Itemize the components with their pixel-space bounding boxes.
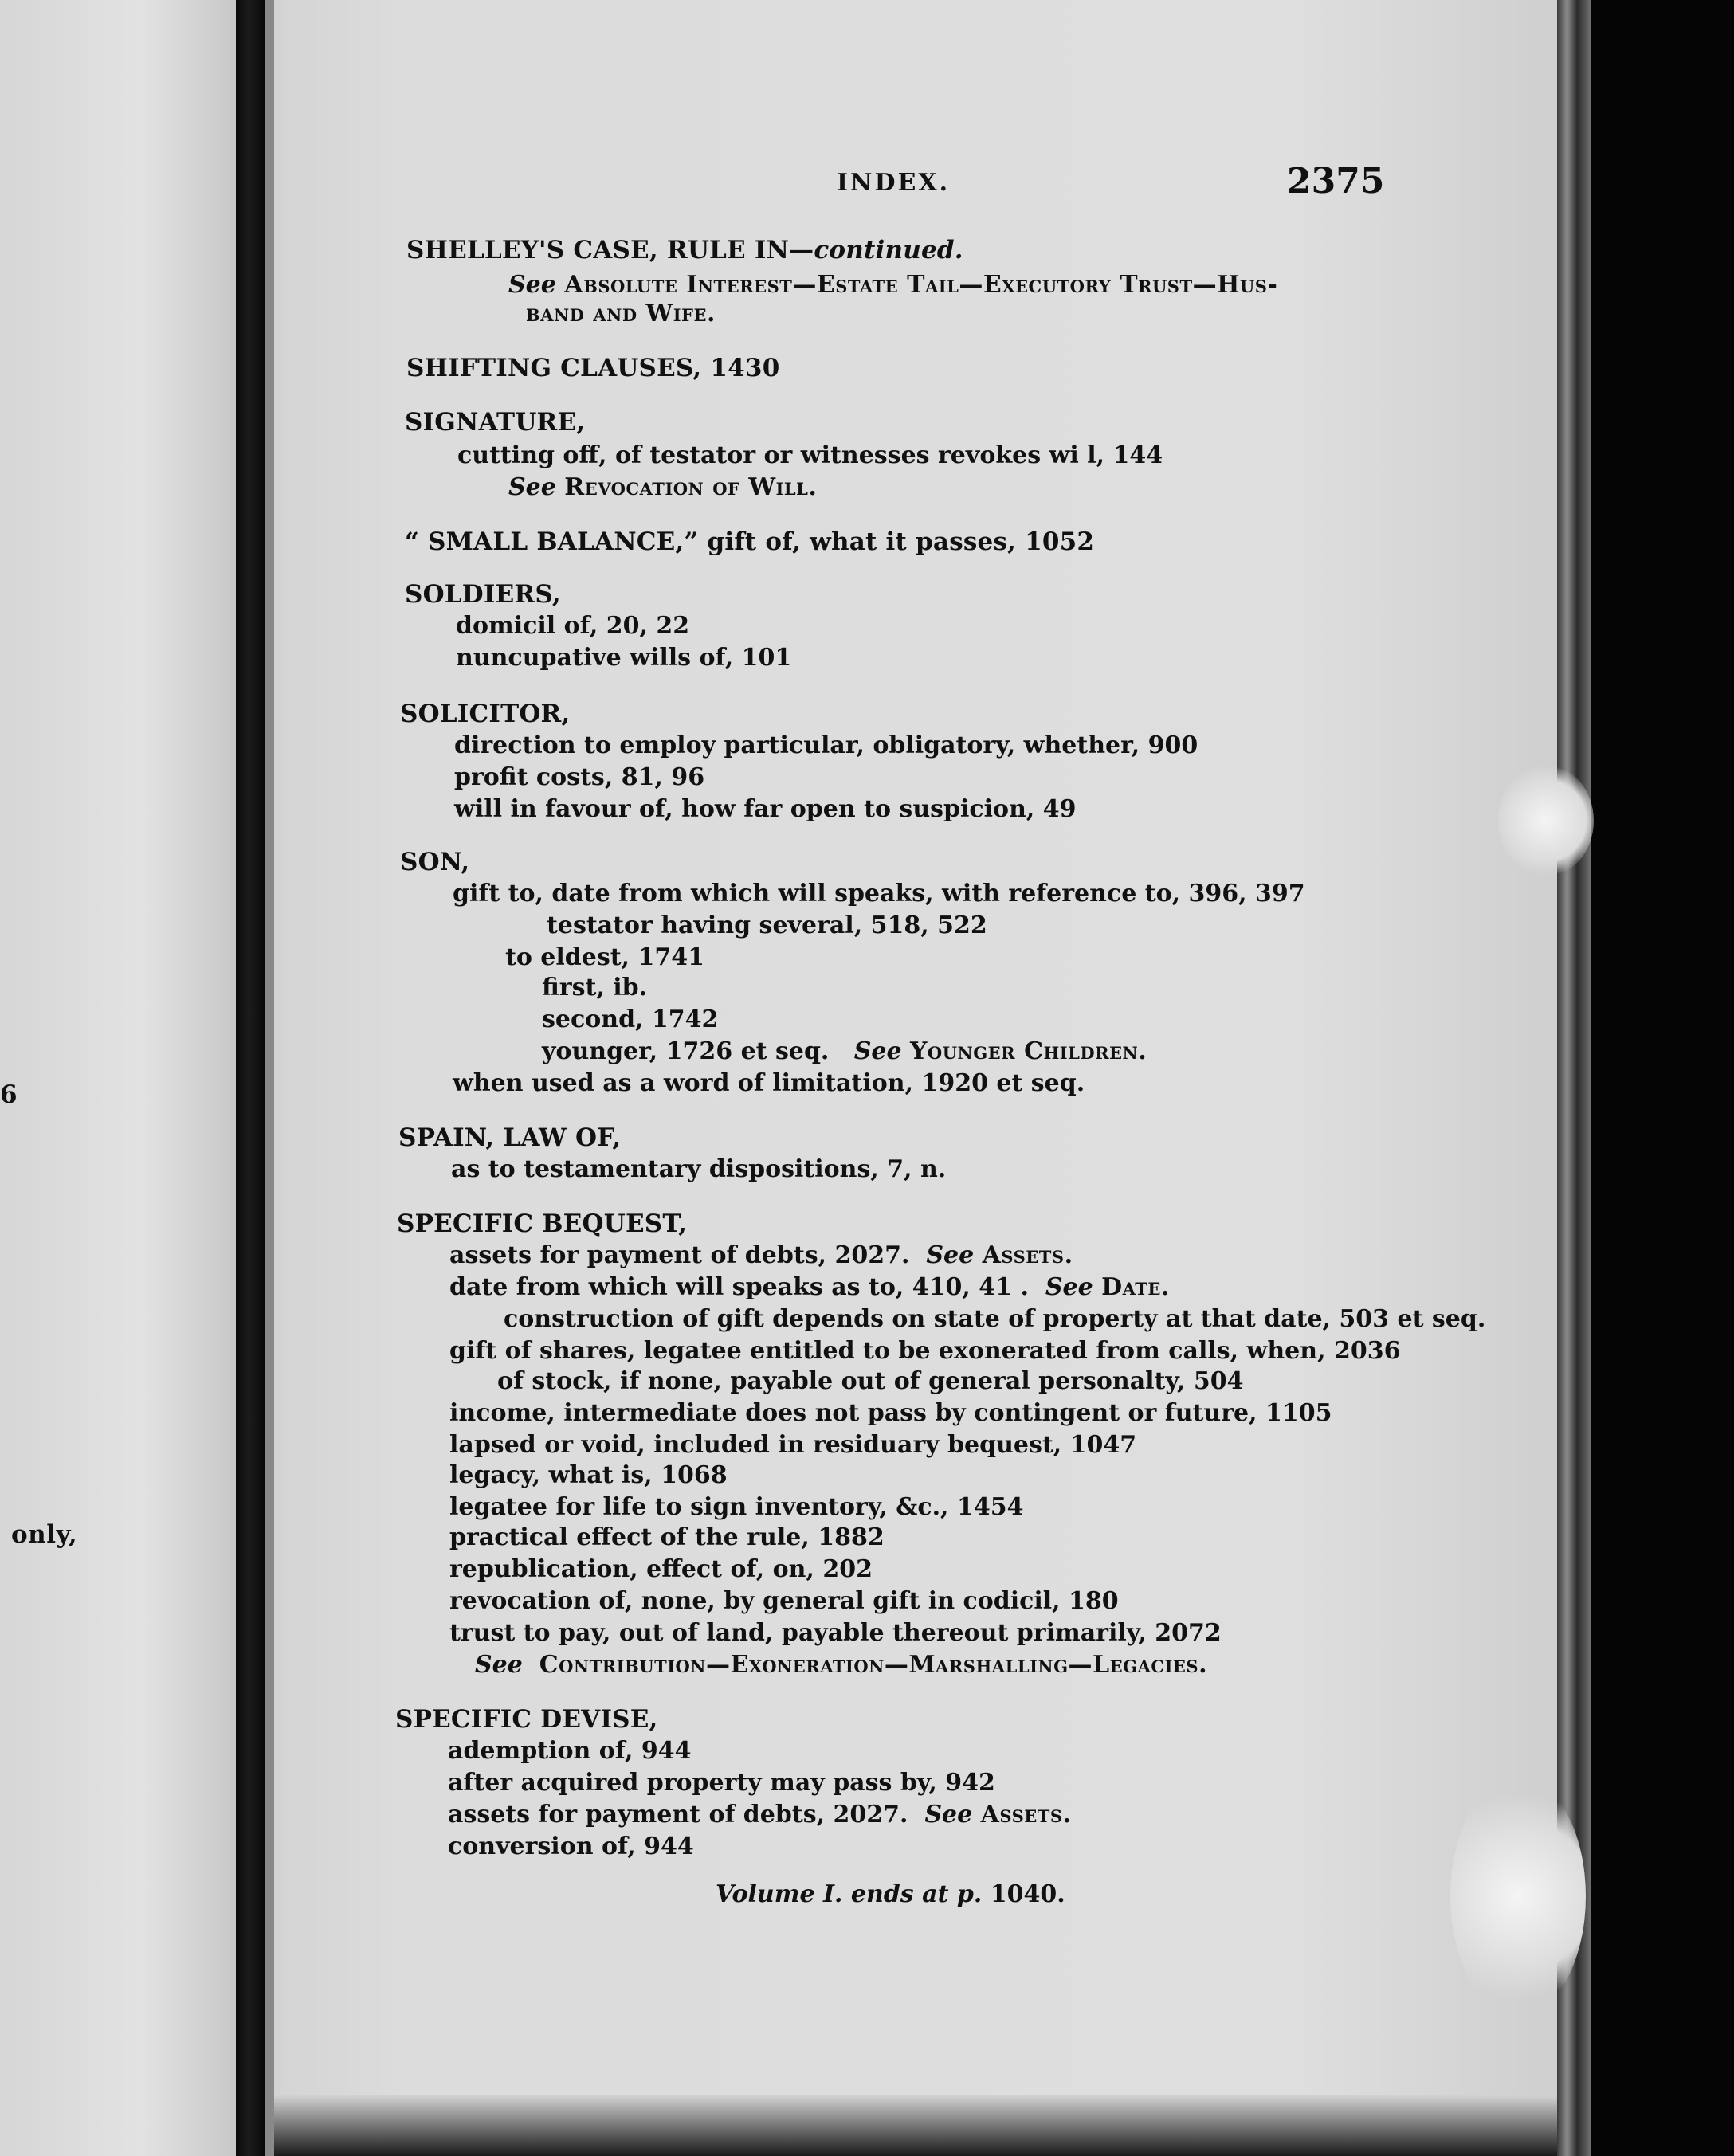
index-subentry: as to testamentary dispositions, 7, n. <box>451 1155 947 1183</box>
binding-gutter-edge <box>265 0 274 2156</box>
cross-reference-text: Contribution—Exoneration—Marshalling—Legacies. <box>539 1651 1208 1679</box>
cross-reference <box>475 1651 1207 1680</box>
index-subentry: direction to employ particular, obligatory, whether, 900 <box>454 731 1198 759</box>
paper-stain <box>1498 765 1594 876</box>
facing-page <box>0 0 236 2156</box>
index-subentry: to eldest, 1741 <box>505 943 704 971</box>
subentry-text: assets for payment of debts, 2027. <box>449 1241 910 1269</box>
index-subentry: second, 1742 <box>542 1005 719 1033</box>
see-label: See <box>508 473 556 501</box>
index-subentry: construction of gift depends on state of property at that date, 503 et seq. <box>504 1305 1486 1333</box>
index-subentry: testator having several, 518, 522 <box>547 911 987 939</box>
index-heading: SOLDIERS, <box>405 580 561 609</box>
index-subentry: ademption of, 944 <box>448 1737 692 1765</box>
index-subentry: will in favour of, how far open to suspicion, 49 <box>454 795 1077 823</box>
subentry-text: assets for payment of debts, 2027. <box>448 1801 908 1829</box>
index-subentry <box>449 1273 1170 1302</box>
index-subentry: profit costs, 81, 96 <box>454 763 705 791</box>
index-heading: SPECIFIC BEQUEST, <box>397 1209 688 1238</box>
cross-reference-text: Assets. <box>982 1241 1073 1269</box>
binding-gutter <box>236 0 265 2156</box>
index-heading: SPECIFIC DEVISE, <box>395 1705 658 1734</box>
index-subentry <box>542 1037 1147 1066</box>
heading-text: SHELLEY'S CASE, RULE IN— <box>406 236 814 265</box>
footer-text: Volume I. ends at p. <box>716 1880 983 1908</box>
footer-page: 1040. <box>990 1880 1065 1908</box>
index-subentry <box>448 1801 1072 1829</box>
index-subentry: legatee for life to sign inventory, &c., 1454 <box>449 1493 1024 1521</box>
cross-reference-text: Revocation of Will. <box>564 473 818 501</box>
subentry-text: younger, 1726 et seq. <box>542 1037 830 1065</box>
index-subentry <box>449 1241 1073 1270</box>
heading-continued: continued. <box>814 236 963 265</box>
index-subentry: revocation of, none, by general gift in codicil, 180 <box>449 1587 1119 1615</box>
index-subentry: practical effect of the rule, 1882 <box>449 1523 885 1551</box>
cross-reference-text: Assets. <box>980 1801 1072 1829</box>
index-subentry: domicil of, 20, 22 <box>456 612 690 640</box>
index-subentry: conversion of, 944 <box>448 1833 694 1860</box>
volume-footer <box>716 1880 1065 1908</box>
index-heading: SHIFTING CLAUSES, 1430 <box>406 354 780 382</box>
cross-reference <box>508 473 817 502</box>
index-subentry: trust to pay, out of land, payable thereout primarily, 2072 <box>449 1619 1222 1647</box>
page-bottom-shadow <box>274 2095 1557 2156</box>
see-label: See <box>508 271 556 299</box>
cross-reference-text: Date. <box>1101 1273 1170 1301</box>
index-subentry: nuncupative wills of, 101 <box>456 644 792 672</box>
index-heading <box>406 236 963 265</box>
cross-reference <box>508 271 1277 300</box>
index-subentry: of stock, if none, payable out of general personalty, 504 <box>497 1367 1244 1395</box>
index-heading: SOLICITOR, <box>400 700 571 728</box>
index-heading: SON, <box>400 848 470 876</box>
subentry-text: date from which will speaks as to, 410, 41 . <box>449 1273 1029 1301</box>
running-header: INDEX. <box>837 169 951 197</box>
index-subentry: legacy, what is, 1068 <box>449 1461 728 1489</box>
index-subentry: income, intermediate does not pass by contingent or future, 1105 <box>449 1399 1332 1427</box>
facing-page-fragment: only, <box>11 1520 78 1549</box>
cross-reference-continued: band and Wife. <box>526 300 716 327</box>
index-subentry: cutting off, of testator or witnesses revokes wi l, 144 <box>457 441 1163 469</box>
index-subentry: first, ib. <box>542 974 648 1002</box>
see-label: See <box>924 1801 973 1829</box>
index-subentry: gift of shares, legatee entitled to be exonerated from calls, when, 2036 <box>449 1337 1401 1365</box>
see-label: See <box>926 1241 975 1269</box>
facing-page-fragment: 6 <box>0 1080 18 1109</box>
paper-stain <box>1450 1777 1586 2016</box>
cross-reference-text: Absolute Interest—Estate Tail—Executory Trust—Hus- <box>564 271 1278 299</box>
cross-reference-text: Younger Children. <box>910 1037 1148 1065</box>
see-label: See <box>1045 1273 1093 1301</box>
page-number: 2375 <box>1287 161 1385 202</box>
index-subentry: lapsed or void, included in residuary bequest, 1047 <box>449 1431 1137 1459</box>
index-subentry: when used as a word of limitation, 1920 et seq. <box>453 1069 1085 1097</box>
index-heading: “ SMALL BALANCE,” gift of, what it passes, 1052 <box>405 527 1095 556</box>
index-subentry: after acquired property may pass by, 942 <box>448 1769 995 1797</box>
index-heading: SIGNATURE, <box>405 408 586 437</box>
index-subentry: gift to, date from which will speaks, with reference to, 396, 397 <box>453 880 1305 907</box>
see-label: See <box>853 1037 902 1065</box>
index-heading: SPAIN, LAW OF, <box>398 1123 622 1152</box>
see-label: See <box>475 1651 523 1679</box>
index-subentry: republication, effect of, on, 202 <box>449 1555 873 1583</box>
